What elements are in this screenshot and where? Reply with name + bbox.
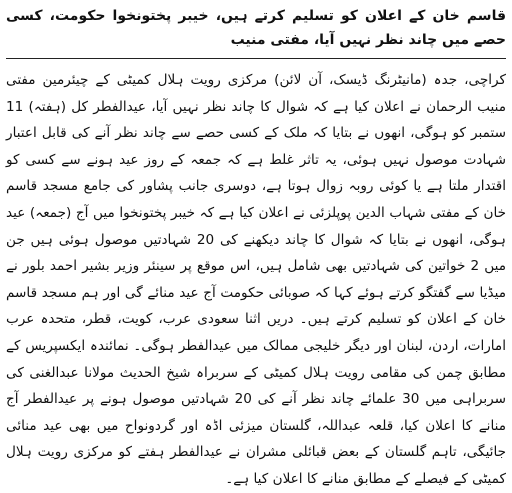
article-body: کراچی، جدہ (مانیٹرنگ ڈیسک، آن لائن) مرکزی رویت ہلال کمیٹی کے چیئرمین مفتی منیب الرحمان نے اعلان کیا ہے کہ شوال کا چاند نظر نہیں آیا، عیدالفطر کل (ہفتہ) 11 ستمبر کو ہوگی، انھوں نے بتایا کہ ملک کے کسی حصے سے چاند نظر آنے کی قابل اعتبار شہادت موصول نہیں ہوئی، یہ تاثر غلط ہے کہ جمعہ کے روز عید ہونے سے کسی کو اقتدار ملتا ہے یا کوئی روبہ زوال ہوتا ہے، دوسری جانب پشاور کی جامع مسجد قاسم خان کے مفتی شہاب الدین پوپلزئی نے اعلان کیا ہے کہ خیبر پختونخوا میں آج (جمعہ) عید ہوگی، انھوں نے بتایا کہ شوال کا چاند دیکھنے کی 20 شہادتیں موصول ہوئی ہیں جن میں 2 خواتین کی شہادتیں بھی شامل ہیں، اس موقع پر سینئر وزیر بشیر احمد بلور نے میڈیا سے گفتگو کرتے ہوئے کہا کہ صوبائی حکومت آج عید منائے گی اور ہم مسجد قاسم خان کے اعلان کو تسلیم کرتے ہیں۔ دریں اثنا سعودی عرب، کویت، قطر، متحدہ عرب امارات، اردن، لبنان اور دیگر خلیجی ممالک میں عیدالفطر ہوگی۔ نمائندہ ایکسپریس کے مطابق چمن کی مقامی رویت ہلال کمیٹی کے سربراہ شیخ الحدیث مولانا عبدالغنی کی سربراہی میں 30 علمائے چاند نظر آنے کی 20 شہادتیں موصول ہونے پر عیدالفطر آج منانے کا اعلان کیا، قلعہ عبداللہ، گلستان میزئی اڈہ اور گردونواح میں بھی عید منائی جائیگی، تاہم گلستان کے بعض قبائلی مشران نے عیدالفطر ہفتے کو مرکزی رویت ہلال کمیٹی کے فیصلے کے مطابق منانے کا اعلان کیا ہے۔ bbox=[6, 72, 507, 487]
article-headline: قاسم خان کے اعلان کو تسلیم کرتے ہیں، خیبر پختونخوا حکومت، کسی حصے میں چاند نظر نہیں آیا، مفتی منیب bbox=[6, 4, 506, 59]
